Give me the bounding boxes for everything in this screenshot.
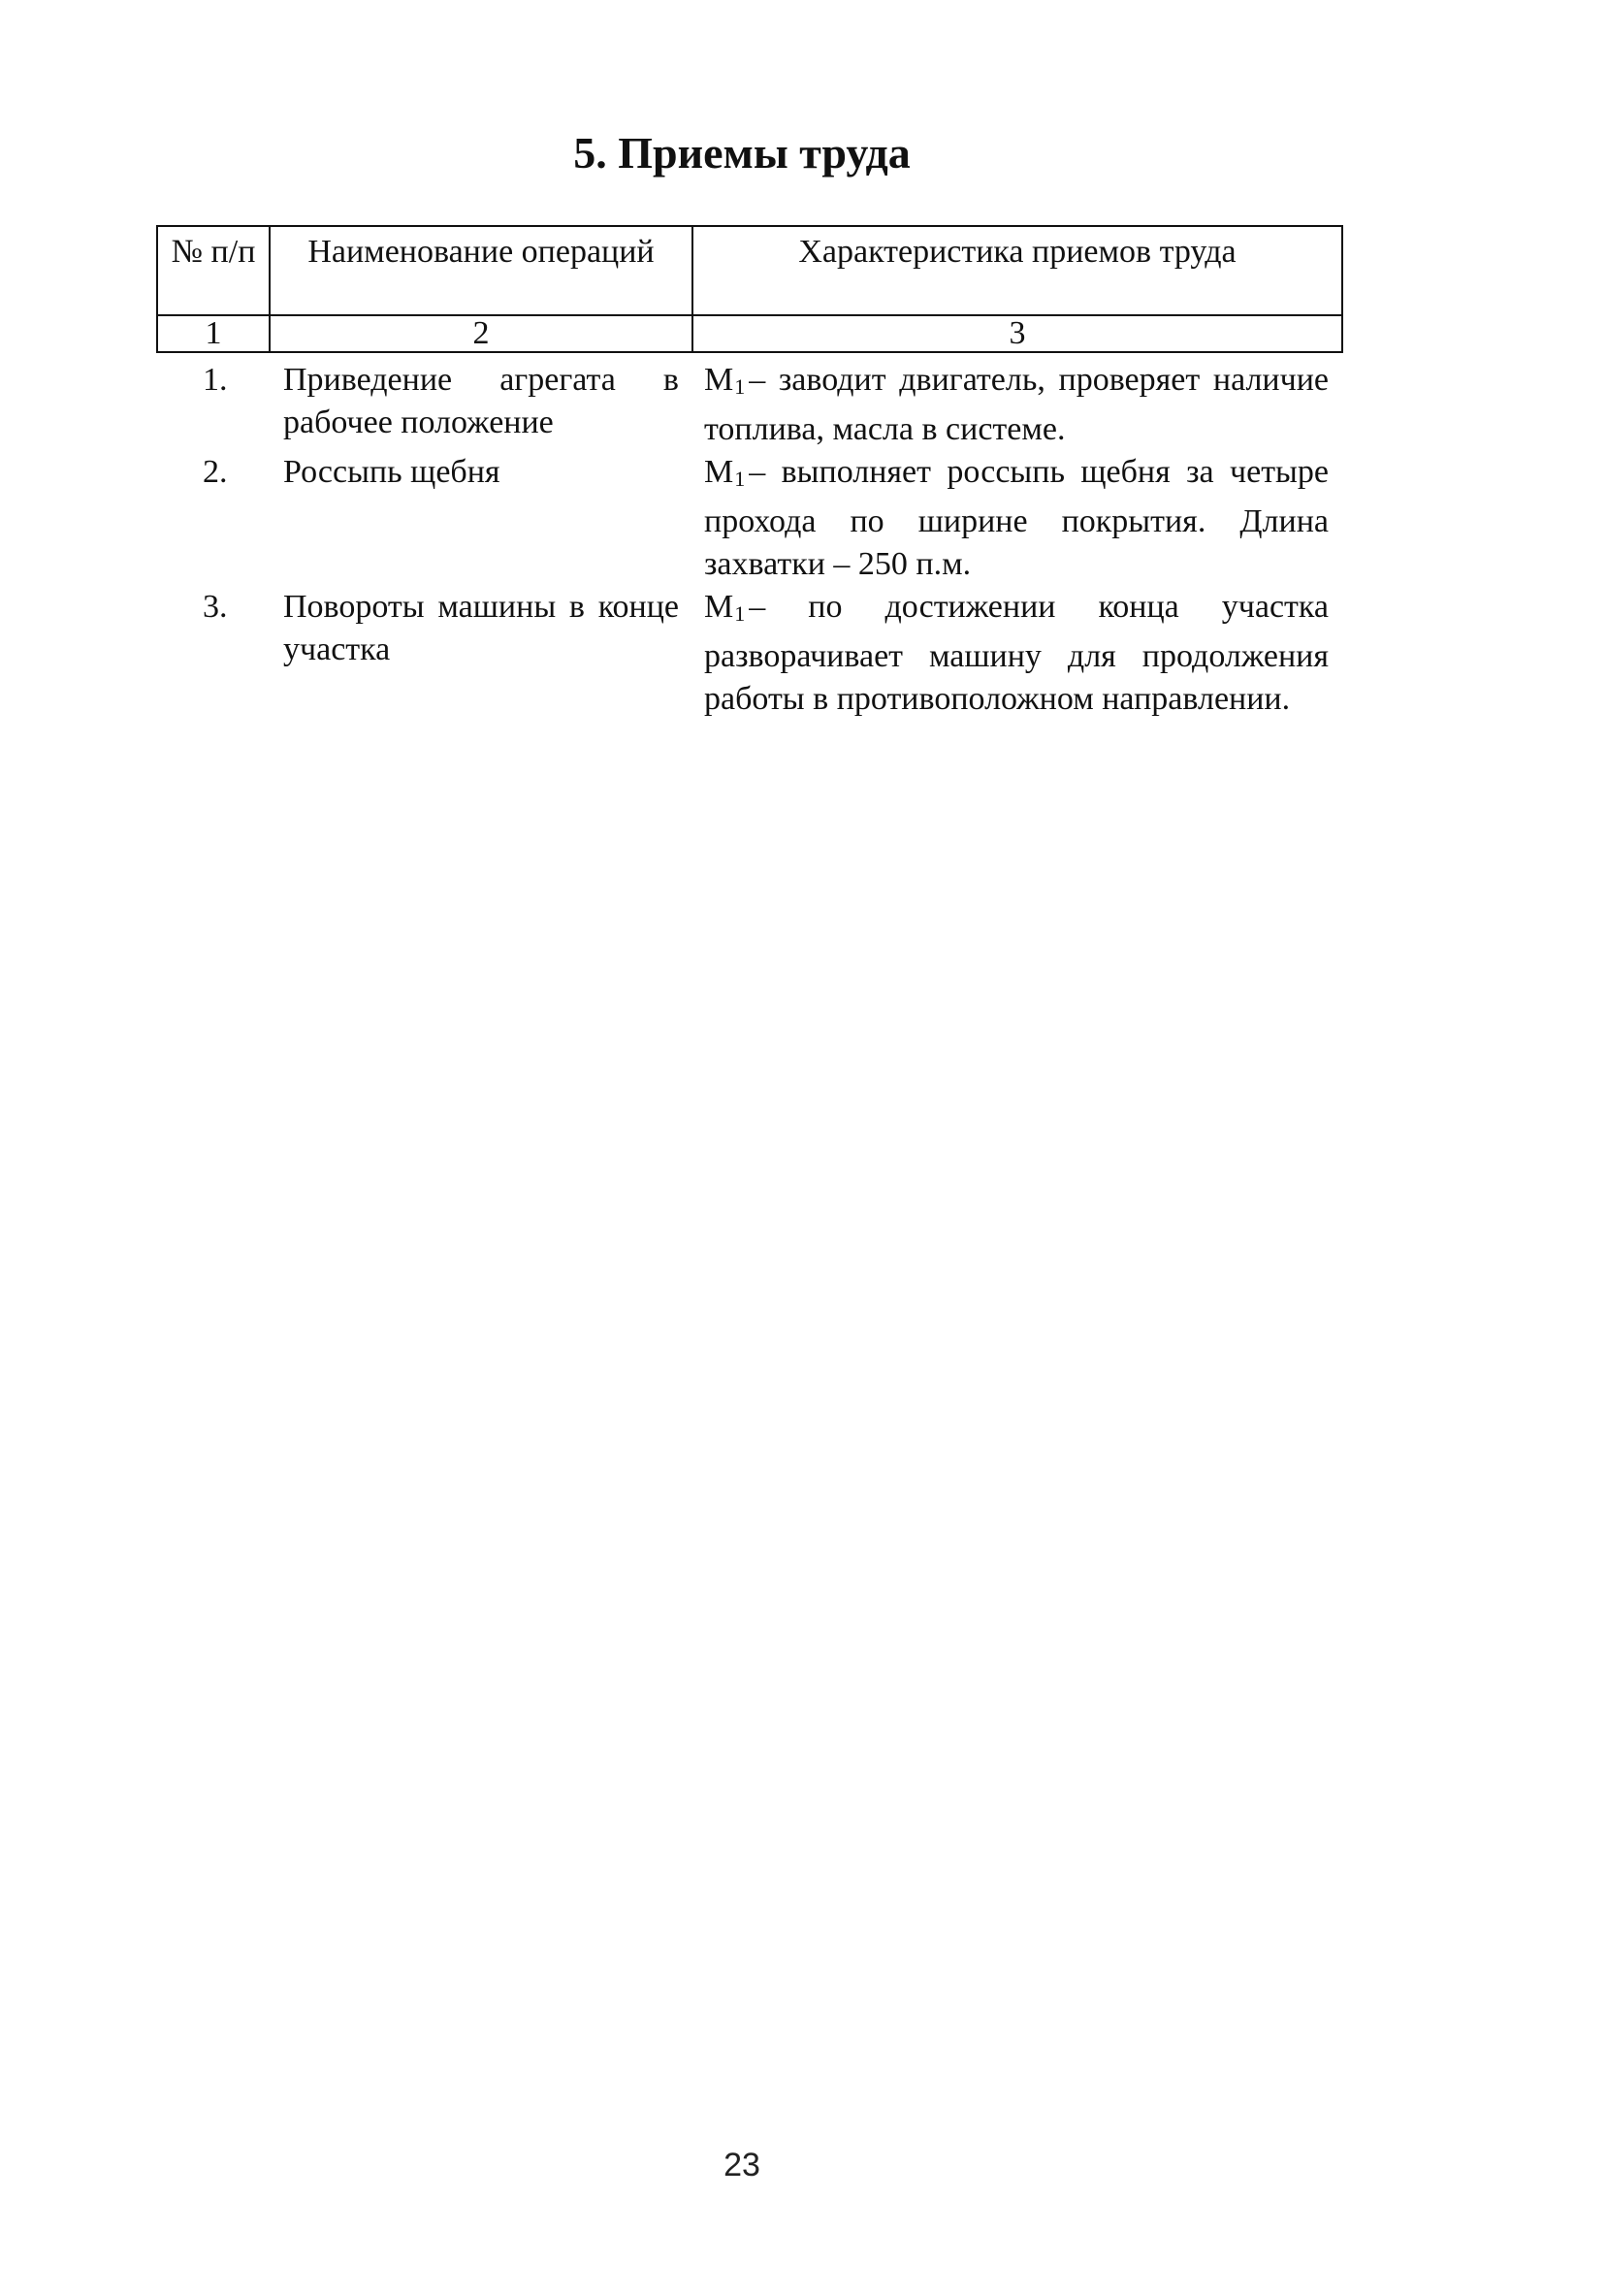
- description-text: – выполняет россыпь щебня за четыре прохода по ширине покрытия. Длина захватки – 250 п.м.: [704, 454, 1329, 582]
- operation-name: Повороты машины в конце участка: [283, 589, 679, 667]
- operation-name: Приведение агрегата в рабочее положение: [283, 362, 679, 440]
- header-operation: Наименование операций: [270, 226, 692, 315]
- column-number-2: 2: [270, 315, 692, 352]
- table-row: [157, 586, 1342, 721]
- row-number: 3.: [203, 589, 228, 625]
- column-number-3: 3: [692, 315, 1342, 352]
- operation-name: Россыпь щебня: [283, 454, 500, 490]
- table-row: [157, 451, 1342, 586]
- worker-label: М: [704, 589, 734, 625]
- operation-description: [692, 451, 1342, 586]
- column-number-1: 1: [157, 315, 270, 352]
- operation-description: [692, 586, 1342, 721]
- header-description: Характеристика приемов труда: [692, 226, 1342, 315]
- worker-index: 1: [734, 467, 746, 491]
- row-number: 2.: [203, 454, 228, 490]
- page-title: 5. Приемы труда: [573, 128, 911, 178]
- column-number-row: [157, 315, 1342, 352]
- table-row: [157, 352, 1342, 451]
- worker-label: М: [704, 454, 734, 490]
- row-number: 1.: [203, 362, 228, 398]
- description-text: – заводит двигатель, проверяет наличие топлива, масла в системе.: [704, 362, 1329, 447]
- worker-index: 1: [734, 601, 746, 626]
- table-header-row: [157, 226, 1342, 315]
- description-text: – по достижении конца участка разворачивает машину для продолжения работы в противоположном направлении.: [704, 589, 1329, 717]
- operation-description: [692, 352, 1342, 451]
- page-number: 23: [723, 2147, 760, 2183]
- worker-index: 1: [734, 374, 746, 399]
- header-number: № п/п: [157, 226, 270, 315]
- worker-label: М: [704, 362, 734, 398]
- labor-methods-table: [156, 225, 1343, 721]
